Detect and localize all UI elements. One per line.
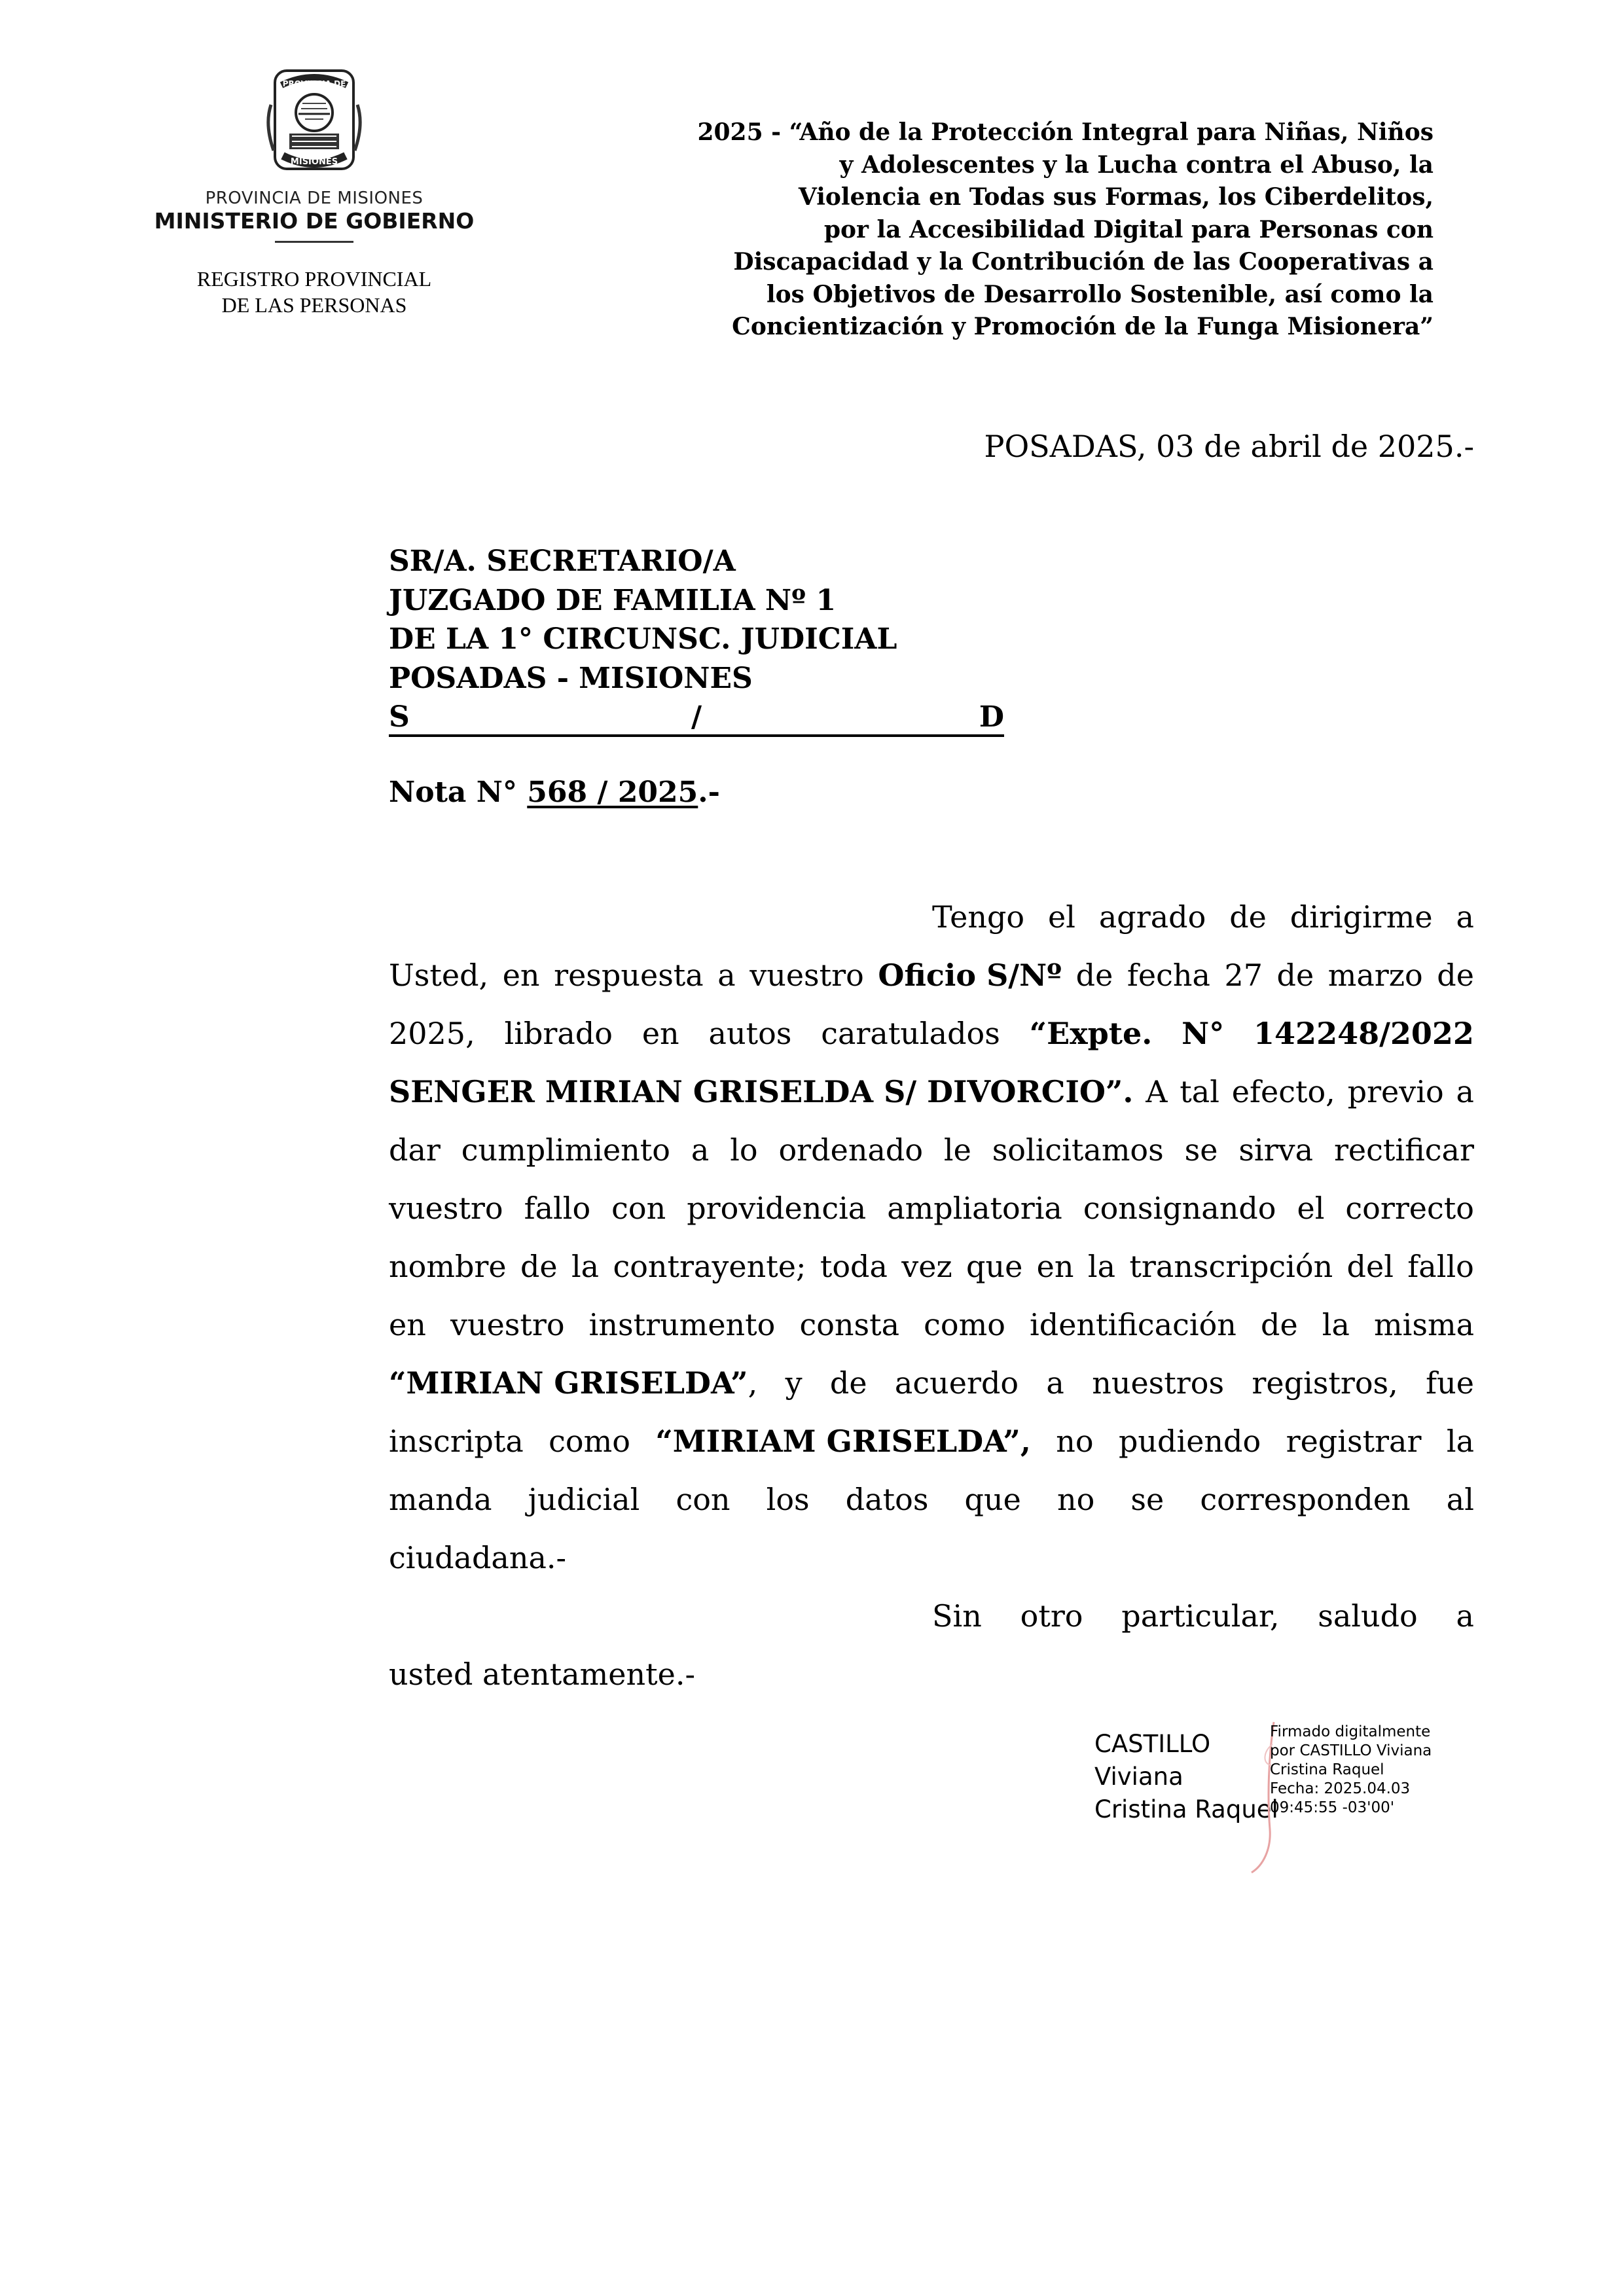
body-line xyxy=(389,946,1474,1005)
quoted-name-group xyxy=(389,1354,757,1412)
word: se xyxy=(1130,1482,1164,1517)
word: cumplimiento xyxy=(461,1132,670,1168)
word: tal xyxy=(1180,1074,1219,1109)
word: de xyxy=(1437,958,1474,993)
digital-signature-details xyxy=(1270,1723,1432,1818)
word: a xyxy=(1456,1074,1474,1109)
motto-line: y Adolescentes y la Lucha contra el Abuso, la xyxy=(839,151,1434,179)
word: ciudadana.- xyxy=(389,1540,567,1575)
word: de xyxy=(829,1365,867,1401)
addressee-line: POSADAS - MISIONES xyxy=(389,661,753,695)
word: fecha xyxy=(1127,958,1210,993)
word: en xyxy=(641,1016,679,1051)
word: fallo xyxy=(1407,1249,1474,1284)
word: A xyxy=(1146,1074,1168,1109)
word: del xyxy=(1346,1249,1394,1284)
word: transcripción xyxy=(1129,1249,1333,1284)
word: la xyxy=(1322,1307,1350,1342)
motto-line: los Objetivos de Desarrollo Sostenible, así como la xyxy=(766,280,1434,308)
addressee-line: JUZGADO DE FAMILIA Nº 1 xyxy=(389,583,837,617)
word: fue xyxy=(1426,1365,1474,1401)
word: registrar xyxy=(1286,1424,1422,1459)
word: previo xyxy=(1347,1074,1444,1109)
note-number: 568 / 2025 xyxy=(527,776,698,809)
quoted-name-mirian: “MIRIAN GRISELDA” xyxy=(389,1365,748,1401)
word: instrumento xyxy=(588,1307,776,1342)
word: Tengo xyxy=(932,899,1025,935)
registry-name-line2: DE LAS PERSONAS xyxy=(221,293,407,317)
word: ampliatoria xyxy=(887,1191,1062,1226)
word: datos xyxy=(845,1482,929,1517)
word: librado xyxy=(504,1016,613,1051)
word: vuestro xyxy=(450,1307,565,1342)
word: lo xyxy=(730,1132,758,1168)
sd-d: D xyxy=(979,700,1004,734)
word: fallo xyxy=(524,1191,591,1226)
case-number: 142248/2022 xyxy=(1254,1016,1474,1051)
body-line xyxy=(389,1063,1474,1121)
word: toda xyxy=(820,1249,888,1284)
word: de xyxy=(1276,958,1314,993)
word: saludo xyxy=(1318,1598,1418,1634)
word: agrado xyxy=(1098,899,1206,935)
word: a xyxy=(1456,1598,1474,1634)
note-label: Nota N° xyxy=(389,776,517,809)
year-motto xyxy=(628,117,1434,344)
word: como xyxy=(549,1424,630,1459)
word: ordenado xyxy=(778,1132,924,1168)
note-suffix: .- xyxy=(698,776,720,809)
word: a xyxy=(691,1132,710,1168)
word: particular, xyxy=(1121,1598,1280,1634)
word: no xyxy=(1056,1424,1094,1459)
word: al xyxy=(1446,1482,1474,1517)
word: a xyxy=(1456,899,1474,935)
word: acuerdo xyxy=(894,1365,1019,1401)
word: caratulados xyxy=(821,1016,1000,1051)
oficio-reference: Oficio S/Nº xyxy=(878,958,1062,993)
word: inscripta xyxy=(389,1424,524,1459)
word: se xyxy=(1184,1132,1218,1168)
signature-detail-line: Cristina Raquel xyxy=(1270,1761,1384,1778)
word: registros, xyxy=(1252,1365,1398,1401)
note-number-line xyxy=(389,776,720,809)
sd-line xyxy=(389,698,1004,737)
word: Usted, xyxy=(389,958,489,993)
province-seal-logo xyxy=(255,65,373,177)
word: los xyxy=(766,1482,810,1517)
word: a xyxy=(717,958,736,993)
word: pudiendo xyxy=(1118,1424,1261,1459)
ministry-name: MINISTERIO DE GOBIERNO xyxy=(154,208,475,234)
word: sirva xyxy=(1238,1132,1314,1168)
sd-slash: / xyxy=(691,700,702,734)
word: marzo xyxy=(1327,958,1423,993)
word: en xyxy=(502,958,540,993)
word: a xyxy=(1046,1365,1064,1401)
word: que xyxy=(966,1249,1023,1284)
body-line xyxy=(389,1529,1474,1587)
motto-line: Concientización y Promoción de la Funga Misionera” xyxy=(732,313,1434,340)
word: la xyxy=(1087,1249,1116,1284)
word: con xyxy=(676,1482,731,1517)
case-title: SENGER MIRIAN GRISELDA S/ DIVORCIO”. xyxy=(389,1074,1134,1109)
body-line xyxy=(389,1354,1474,1412)
letter-body xyxy=(389,888,1474,1704)
body-line xyxy=(389,1412,1474,1471)
word: que xyxy=(964,1482,1021,1517)
word: el xyxy=(1048,899,1075,935)
signature-detail-line: 09:45:55 -03'00' xyxy=(1270,1799,1395,1816)
signer-name-line: CASTILLO xyxy=(1094,1730,1211,1758)
word: contrayente; xyxy=(613,1249,806,1284)
motto-line: 2025 - “Año de la Protección Integral para Niñas, Niños xyxy=(697,118,1434,146)
case-reference: “Expte. xyxy=(1029,1016,1153,1051)
signature-detail-line: Firmado digitalmente xyxy=(1270,1723,1431,1740)
body-line xyxy=(389,1005,1474,1063)
word: nombre xyxy=(389,1249,507,1284)
case-reference: N° xyxy=(1182,1016,1225,1051)
quoted-name-miriam: “MIRIAM GRISELDA”, xyxy=(655,1424,1031,1459)
word: dar xyxy=(389,1132,441,1168)
word: con xyxy=(611,1191,666,1226)
body-line xyxy=(389,1471,1474,1529)
word: vez xyxy=(901,1249,952,1284)
word: 2025, xyxy=(389,1016,475,1051)
motto-line: Discapacidad y la Contribución de las Cooperativas a xyxy=(733,248,1434,276)
word: en xyxy=(389,1307,426,1342)
svg-text:MISIONES: MISIONES xyxy=(290,157,338,167)
word: la xyxy=(1446,1424,1474,1459)
word: en xyxy=(1036,1249,1074,1284)
word: nuestros xyxy=(1092,1365,1225,1401)
word: de xyxy=(1229,899,1267,935)
word: correcto xyxy=(1345,1191,1474,1226)
registry-name-line1: REGISTRO PROVINCIAL xyxy=(196,267,432,291)
word: no xyxy=(1056,1482,1095,1517)
word: de xyxy=(1075,958,1113,993)
date-line: POSADAS, 03 de abril de 2025.- xyxy=(984,429,1474,464)
body-line xyxy=(389,1645,1474,1704)
signer-name-line: Cristina Raquel xyxy=(1094,1795,1278,1823)
word: de xyxy=(520,1249,558,1284)
word: Sin xyxy=(932,1598,982,1634)
word: y xyxy=(785,1365,803,1401)
word: manda xyxy=(389,1482,492,1517)
addressee-line: DE LA 1° CIRCUNSC. JUDICIAL xyxy=(389,622,897,656)
body-line xyxy=(389,1179,1474,1238)
signature-detail-line: Fecha: 2025.04.03 xyxy=(1270,1780,1411,1797)
word: respuesta xyxy=(554,958,704,993)
motto-line: por la Accesibilidad Digital para Personas con xyxy=(823,215,1434,243)
body-line xyxy=(389,1587,1474,1645)
word: otro xyxy=(1020,1598,1083,1634)
word: 27 xyxy=(1224,958,1263,993)
word: autos xyxy=(708,1016,792,1051)
sd-s: S xyxy=(389,700,410,734)
word: providencia xyxy=(687,1191,867,1226)
word: como xyxy=(924,1307,1005,1342)
word: el xyxy=(1297,1191,1325,1226)
word: vuestro xyxy=(749,958,864,993)
svg-text:PROVINCIA DE: PROVINCIA DE xyxy=(282,79,346,88)
word: le xyxy=(943,1132,971,1168)
word: vuestro xyxy=(389,1191,503,1226)
word: consta xyxy=(799,1307,900,1342)
word: de xyxy=(1261,1307,1298,1342)
header-divider xyxy=(275,241,353,243)
signer-name-line: Viviana xyxy=(1094,1763,1183,1791)
addressee-line: SR/A. SECRETARIO/A xyxy=(389,545,736,578)
province-name: PROVINCIA DE MISIONES xyxy=(205,188,424,208)
word: rectificar xyxy=(1333,1132,1474,1168)
word: misma xyxy=(1374,1307,1474,1342)
word: judicial xyxy=(528,1482,640,1517)
word: efecto, xyxy=(1231,1074,1335,1109)
addressee-block xyxy=(389,542,1004,737)
word: dirigirme xyxy=(1290,899,1433,935)
body-line xyxy=(389,888,1474,946)
motto-line: Violencia en Todas sus Formas, los Ciberdelitos, xyxy=(798,183,1434,211)
body-line xyxy=(389,1296,1474,1354)
signature-detail-line: por CASTILLO Viviana xyxy=(1270,1742,1432,1759)
word: solicitamos xyxy=(992,1132,1164,1168)
word: consignando xyxy=(1083,1191,1276,1226)
word: , xyxy=(748,1365,758,1401)
closing-phrase: usted atentamente.- xyxy=(389,1657,696,1692)
word: identificación xyxy=(1030,1307,1236,1342)
body-line xyxy=(389,1238,1474,1296)
body-line xyxy=(389,1121,1474,1179)
word: la xyxy=(571,1249,600,1284)
word: corresponden xyxy=(1200,1482,1411,1517)
